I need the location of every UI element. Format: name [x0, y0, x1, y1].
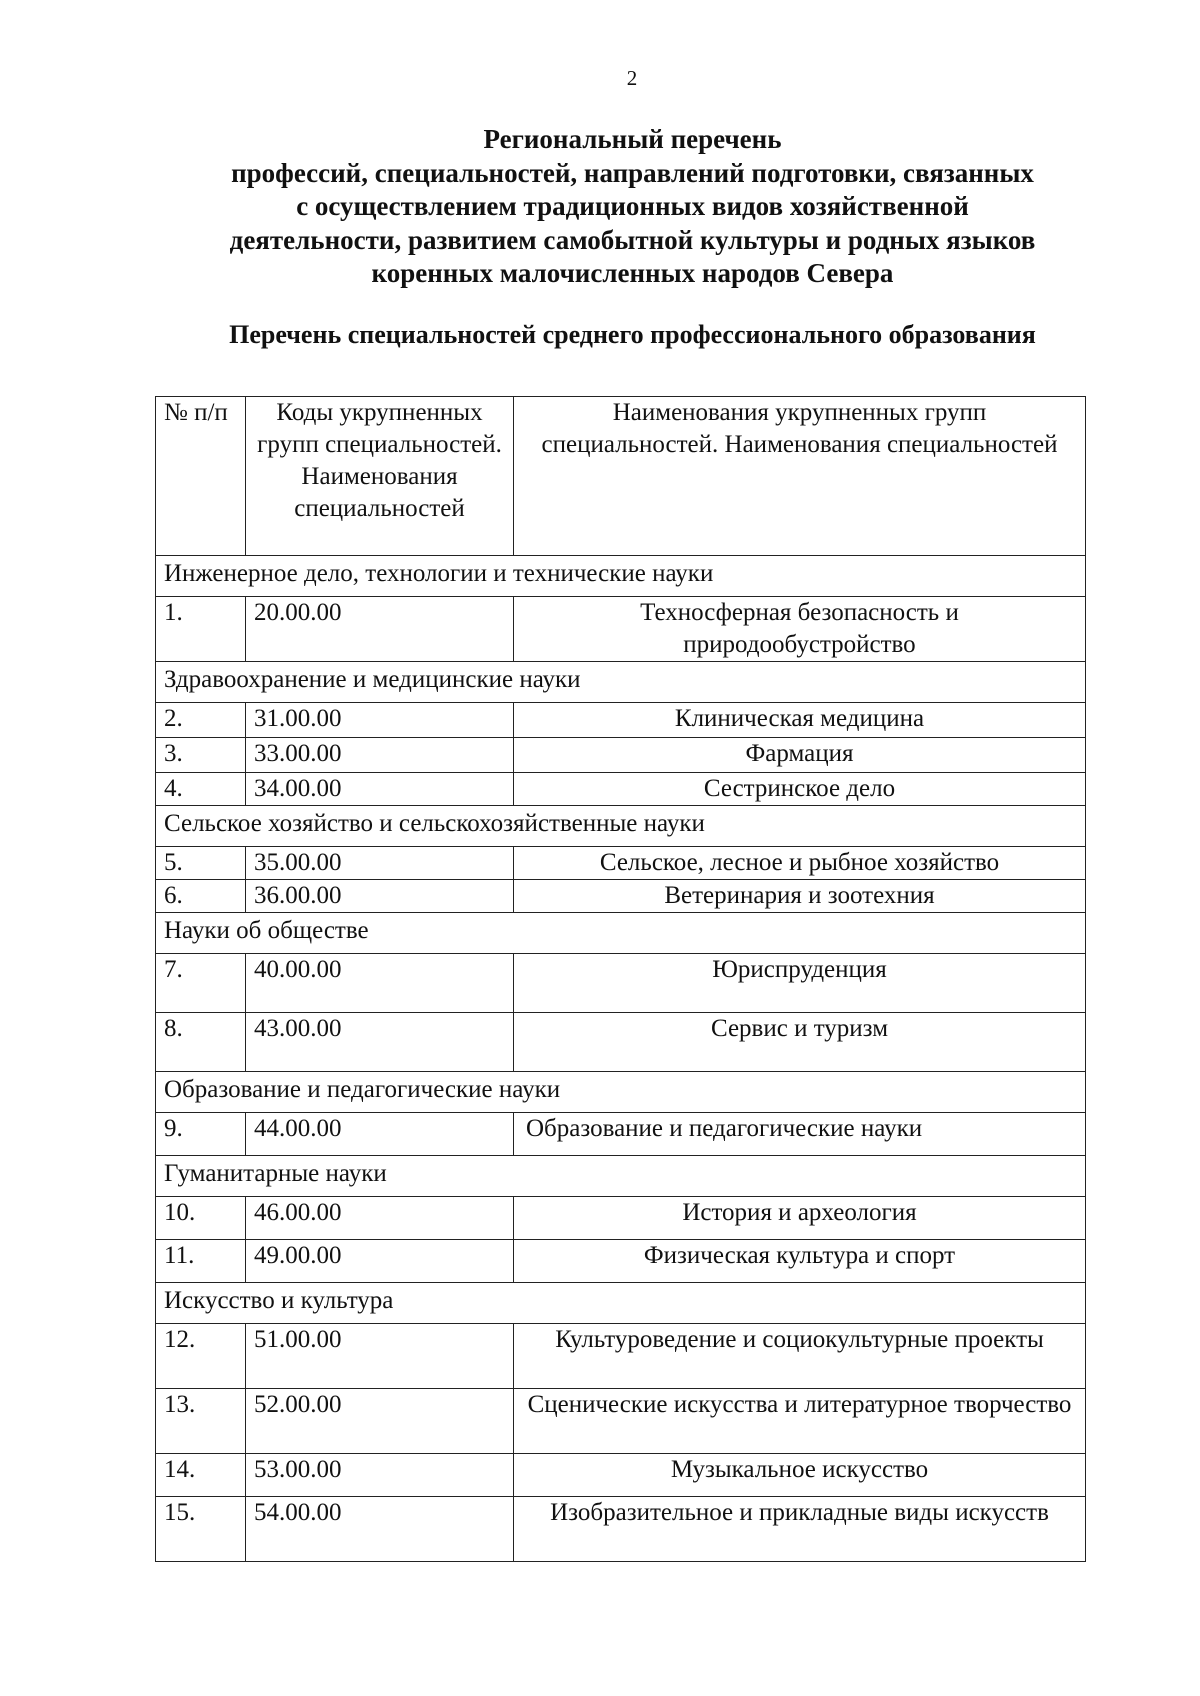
group-title: Сельское хозяйство и сельскохозяйственные науки — [156, 806, 1086, 847]
row-name: Культуроведение и социокультурные проекты — [514, 1324, 1086, 1389]
row-code: 20.00.00 — [246, 597, 514, 662]
header-code: Коды укрупненных групп специальностей. Наименования специальностей — [246, 397, 514, 556]
group-title: Искусство и культура — [156, 1283, 1086, 1324]
group-title: Науки об обществе — [156, 913, 1086, 954]
row-code: 40.00.00 — [246, 954, 514, 1013]
row-number: 10. — [156, 1197, 246, 1240]
row-code: 51.00.00 — [246, 1324, 514, 1389]
row-code: 35.00.00 — [246, 847, 514, 880]
title-line: коренных малочисленных народов Севера — [371, 258, 894, 288]
table-row — [156, 1240, 1086, 1283]
row-name: Сценические искусства и литературное творчество — [514, 1389, 1086, 1454]
group-row — [156, 556, 1086, 597]
table-row — [156, 703, 1086, 738]
row-number: 2. — [156, 703, 246, 738]
row-number: 15. — [156, 1497, 246, 1562]
row-number: 8. — [156, 1013, 246, 1072]
title-line: профессий, специальностей, направлений подготовки, связанных — [231, 157, 1034, 188]
row-number: 4. — [156, 773, 246, 806]
table-row — [156, 1454, 1086, 1497]
row-code: 31.00.00 — [246, 703, 514, 738]
table-row — [156, 738, 1086, 773]
table-row — [156, 847, 1086, 880]
group-row — [156, 1072, 1086, 1113]
table-row — [156, 954, 1086, 1013]
group-title: Гуманитарные науки — [156, 1156, 1086, 1197]
header-number: № п/п — [156, 397, 246, 556]
group-title: Инженерное дело, технологии и технические науки — [156, 556, 1086, 597]
group-title: Образование и педагогические науки — [156, 1072, 1086, 1113]
row-name: Музыкальное искусство — [514, 1454, 1086, 1497]
row-number: 7. — [156, 954, 246, 1013]
row-number: 12. — [156, 1324, 246, 1389]
group-title: Здравоохранение и медицинские науки — [156, 662, 1086, 703]
table-row — [156, 1113, 1086, 1156]
row-number: 11. — [156, 1240, 246, 1283]
group-row — [156, 1283, 1086, 1324]
row-code: 36.00.00 — [246, 880, 514, 913]
table-row — [156, 597, 1086, 662]
row-name: Юриспруденция — [514, 954, 1086, 1013]
row-number: 5. — [156, 847, 246, 880]
row-name: Техносферная безопасность и природообустройство — [514, 597, 1086, 662]
group-row — [156, 662, 1086, 703]
row-name: Фармация — [514, 738, 1086, 773]
row-name: Сестринское дело — [514, 773, 1086, 806]
row-name: Изобразительное и прикладные виды искусств — [514, 1497, 1086, 1562]
table-row — [156, 1497, 1086, 1562]
document-subtitle: Перечень специальностей среднего профессионального образования — [229, 320, 1036, 349]
title-line: с осуществлением традиционных видов хозяйственной — [296, 191, 969, 221]
row-number: 1. — [156, 597, 246, 662]
row-code: 53.00.00 — [246, 1454, 514, 1497]
group-row — [156, 913, 1086, 954]
row-code: 34.00.00 — [246, 773, 514, 806]
header-name: Наименования укрупненных групп специальностей. Наименования специальностей — [514, 397, 1086, 556]
row-name: Образование и педагогические науки — [514, 1113, 1086, 1156]
table-header-row — [156, 397, 1086, 556]
table-row — [156, 880, 1086, 913]
specialties-table — [155, 396, 1086, 1562]
row-code: 44.00.00 — [246, 1113, 514, 1156]
document-title — [140, 123, 1125, 291]
row-number: 14. — [156, 1454, 246, 1497]
row-name: Ветеринария и зоотехния — [514, 880, 1086, 913]
row-name: Клиническая медицина — [514, 703, 1086, 738]
row-code: 54.00.00 — [246, 1497, 514, 1562]
row-code: 49.00.00 — [246, 1240, 514, 1283]
title-line: деятельности, развитием самобытной культуры и родных языков — [229, 224, 1036, 255]
table-row — [156, 773, 1086, 806]
row-number: 3. — [156, 738, 246, 773]
row-number: 9. — [156, 1113, 246, 1156]
table-row — [156, 1013, 1086, 1072]
row-code: 43.00.00 — [246, 1013, 514, 1072]
row-name: История и археология — [514, 1197, 1086, 1240]
title-line: Региональный перечень — [483, 124, 782, 154]
row-code: 46.00.00 — [246, 1197, 514, 1240]
table-row — [156, 1197, 1086, 1240]
row-code: 52.00.00 — [246, 1389, 514, 1454]
group-row — [156, 1156, 1086, 1197]
row-name: Сервис и туризм — [514, 1013, 1086, 1072]
table-row — [156, 1389, 1086, 1454]
row-number: 13. — [156, 1389, 246, 1454]
table-row — [156, 1324, 1086, 1389]
group-row — [156, 806, 1086, 847]
row-name: Сельское, лесное и рыбное хозяйство — [514, 847, 1086, 880]
row-code: 33.00.00 — [246, 738, 514, 773]
page-number: 2 — [626, 66, 638, 90]
row-name: Физическая культура и спорт — [514, 1240, 1086, 1283]
row-number: 6. — [156, 880, 246, 913]
